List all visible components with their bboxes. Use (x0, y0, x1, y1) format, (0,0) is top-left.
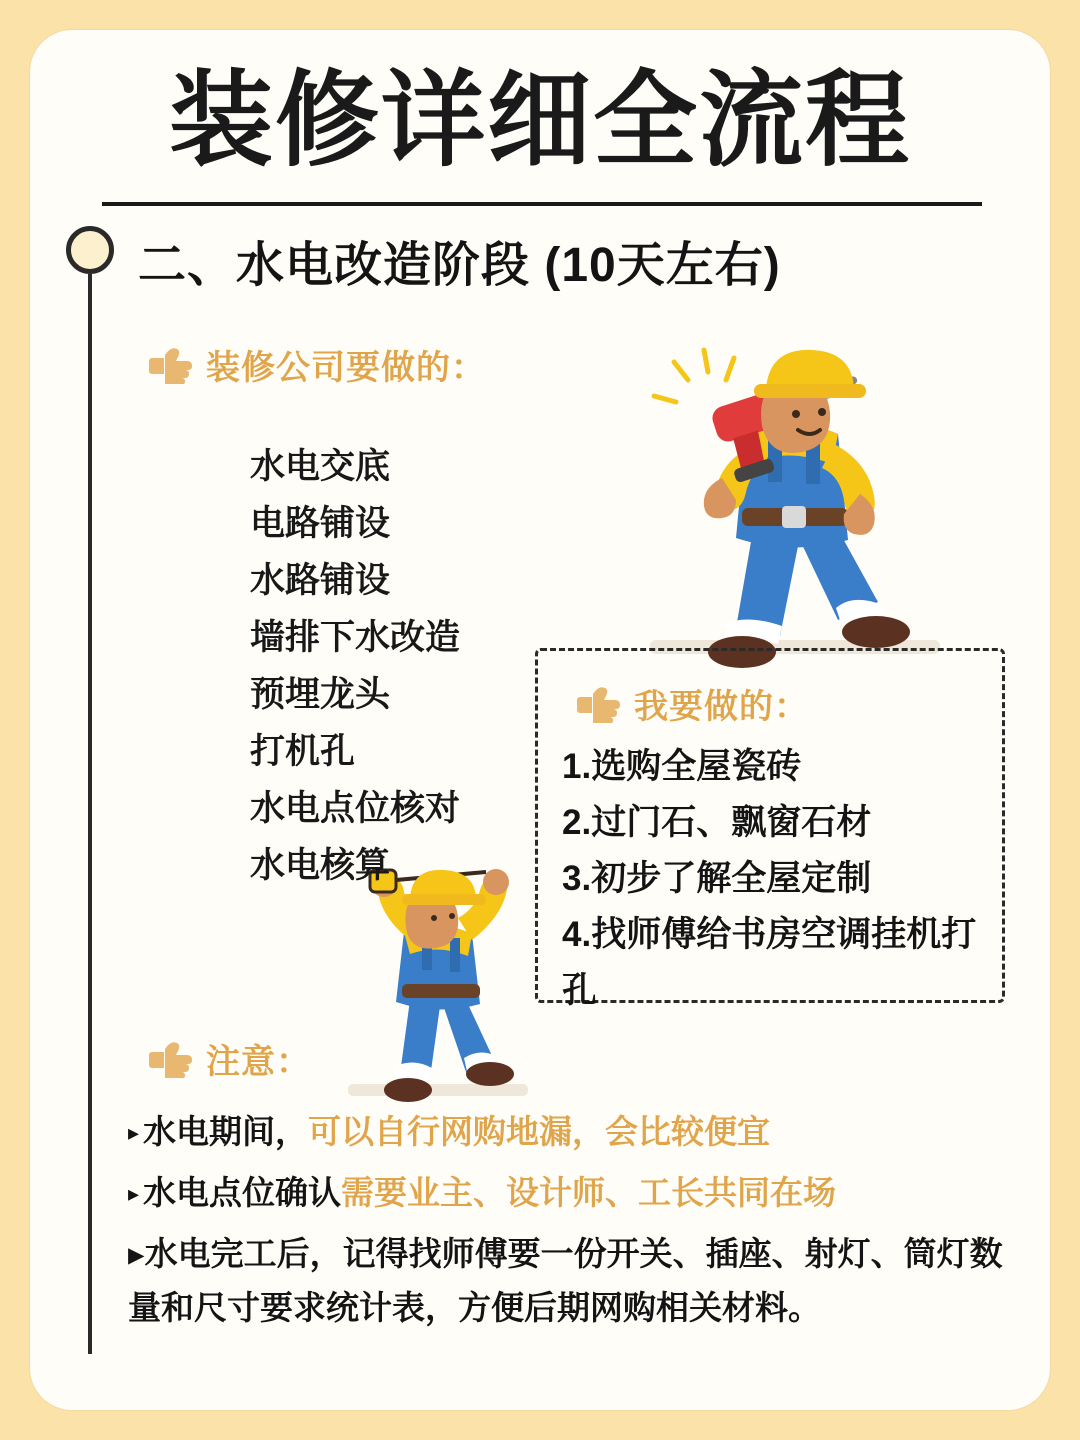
notice-text-plain: 水电期间， (143, 1113, 309, 1150)
my-task-list (562, 739, 992, 1019)
notice-item (128, 1105, 1008, 1160)
page-title: 装修详细全流程 (168, 64, 911, 179)
pointing-hand-icon (148, 1040, 194, 1078)
my-tasks-heading (576, 679, 809, 728)
company-section-heading (148, 340, 486, 389)
list-item: 3.初步了解全屋定制 (562, 859, 872, 898)
notice-section-heading (148, 1034, 311, 1083)
notice-section-heading-label: 注意： (206, 1043, 311, 1081)
list-item: 4.找师傅给书房空调挂机打孔 (562, 915, 977, 1010)
pointing-hand-icon (148, 346, 194, 384)
poster-card (30, 30, 1050, 1410)
notice-list (128, 1105, 1008, 1335)
list-item: 打机孔 (250, 732, 356, 771)
notice-item (128, 1166, 1008, 1221)
notice-text-highlight: 需要业主、设计师、工长共同在场 (341, 1174, 837, 1211)
section-heading: 二、水电改造阶段 (10天左右) (138, 239, 781, 292)
my-tasks-box (535, 648, 1005, 1010)
notice-item-long: ▸水电完工后，记得找师傅要一份开关、插座、射灯、筒灯数量和尺寸要求统计表，方便后期网购相关材料。 (128, 1235, 1003, 1326)
timeline-line (88, 274, 92, 1354)
company-section-heading-label: 装修公司要做的： (206, 349, 486, 387)
list-item: 2.过门石、飘窗石材 (562, 803, 872, 842)
list-item: 水电核算 (250, 846, 391, 885)
list-item: 水电交底 (250, 447, 391, 486)
list-item: 墙排下水改造 (250, 618, 461, 657)
my-tasks-heading-label: 我要做的： (634, 688, 809, 726)
list-item: 预埋龙头 (250, 675, 391, 714)
list-item: 1.选购全屋瓷砖 (562, 747, 802, 786)
timeline-dot (66, 226, 114, 274)
title-divider (102, 202, 982, 206)
title-block (30, 64, 1050, 180)
notice-text-highlight: 可以自行网购地漏，会比较便宜 (308, 1113, 771, 1150)
bullet-icon: ▸ (128, 1181, 140, 1206)
list-item: 电路铺设 (250, 504, 391, 543)
pointing-hand-icon (576, 685, 622, 723)
bullet-icon: ▸ (128, 1120, 140, 1145)
worker-with-drill-illustration (630, 340, 960, 680)
list-item: 水路铺设 (250, 561, 391, 600)
worker-measuring-illustration (330, 860, 550, 1110)
notice-text-plain: 水电点位确认 (143, 1174, 342, 1211)
list-item: 水电点位核对 (250, 789, 461, 828)
